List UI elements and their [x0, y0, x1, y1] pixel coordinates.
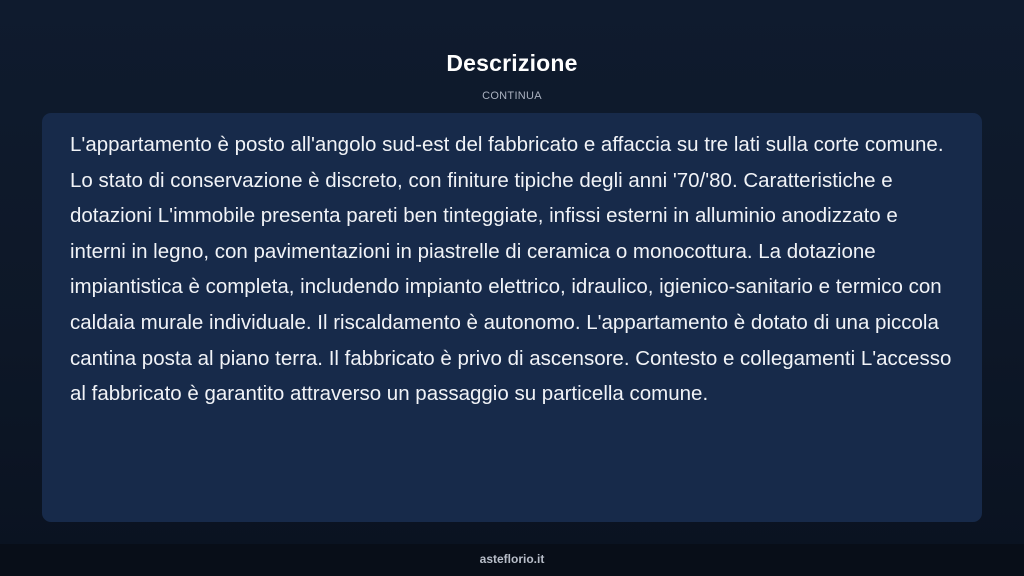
footer-site-name: asteflorio.it	[479, 552, 545, 566]
footer-bar	[0, 544, 1024, 576]
continuation-label: CONTINUA	[482, 90, 542, 102]
description-card	[42, 113, 982, 522]
page-title: Descrizione	[446, 50, 578, 76]
description-text: L'appartamento è posto all'angolo sud-est del fabbricato e affaccia su tre lati sulla corte comune. Lo stato di conservazione è discreto, con finiture tipiche degli anni '70/'80. Caratteristiche e dotazioni L'immobile presenta pareti ben tinteggiate, infissi esterni in alluminio anodizzato e interni in legno, con pavimentazioni in piastrelle di ceramica o monocottura. La dotazione impiantistica è completa, includendo impianto elettrico, idraulico, igienico-sanitario e termico con caldaia murale individuale. Il riscaldamento è autonomo. L'appartamento è dotato di una piccola cantina posta al piano terra. Il fabbricato è privo di ascensore. Contesto e collegamenti L'accesso al fabbricato è garantito attraverso un passaggio su particella comune.	[70, 133, 952, 406]
